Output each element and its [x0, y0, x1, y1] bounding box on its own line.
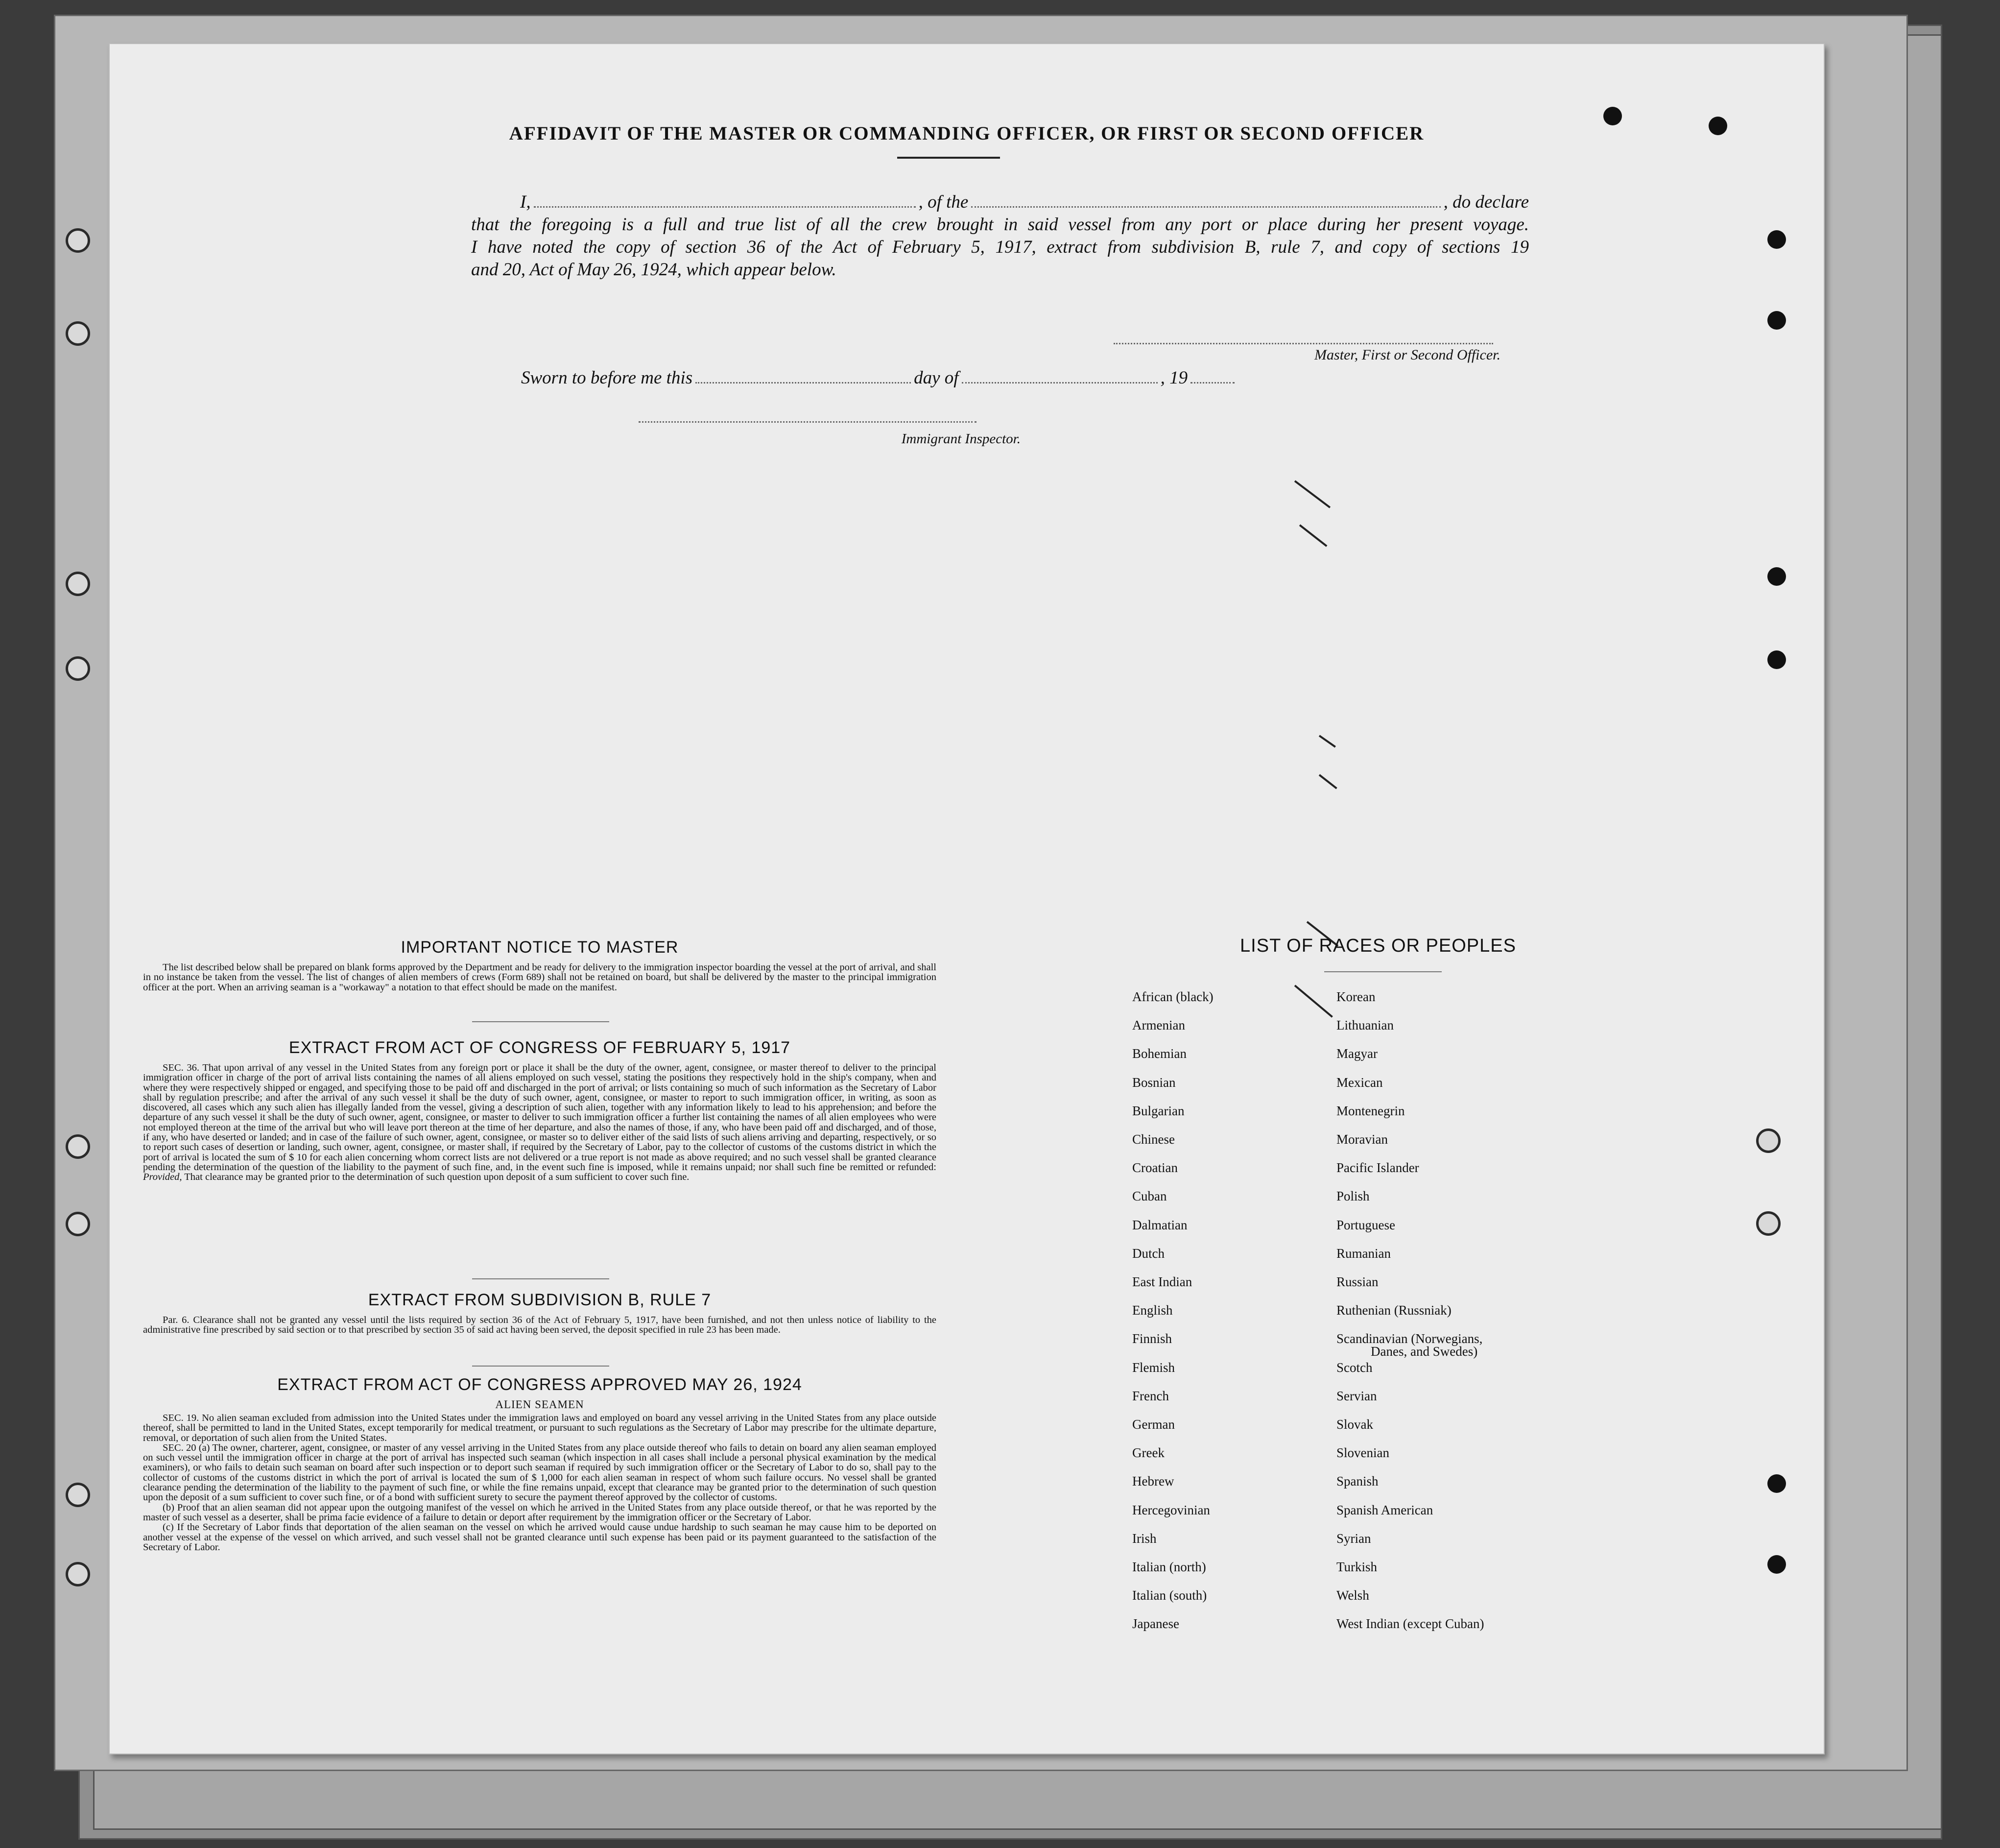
race-item: Japanese: [1132, 1616, 1179, 1632]
race-item: Italian (south): [1132, 1588, 1207, 1603]
affidavit-title: AFFIDAVIT OF THE MASTER OR COMMANDING OFFICER, OR FIRST OR SECOND OFFICER: [509, 123, 1425, 144]
sec36-paragraph: [143, 1063, 936, 1182]
sec19-paragraph: SEC. 19. No alien seaman excluded from admission into the United States under the immigration laws and employed on board any vessel arriving in the United States from any place outside thereof, shall be permitted to land in the United States, except temporarily for medical treatment, or pursuant to such regulations as the Secretary of Labor may prescribe for the ultimate departure, removal, or deportation of such alien from the United States.: [143, 1413, 936, 1443]
affidavit-line-4: and 20, Act of May 26, 1924, which appear below.: [471, 260, 836, 280]
race-item: Portuguese: [1336, 1217, 1395, 1232]
alien-seamen-subheading: ALIEN SEAMEN: [495, 1398, 584, 1411]
affidavit-body: [471, 191, 1529, 281]
race-item: Slovenian: [1336, 1445, 1389, 1461]
inspector-label: Immigrant Inspector.: [901, 431, 1021, 447]
extract-1917-heading: EXTRACT FROM ACT OF CONGRESS OF FEBRUARY 5, 1917: [288, 1038, 791, 1057]
punch-hole: [1756, 1211, 1781, 1236]
race-item: Italian (north): [1132, 1560, 1206, 1574]
binder-hole: [66, 656, 90, 681]
binder-hole: [66, 572, 90, 596]
race-item: Bosnian: [1132, 1075, 1176, 1090]
subdivision-b-text: [143, 1315, 936, 1335]
race-item: Rumanian: [1336, 1246, 1391, 1261]
sworn-label: Sworn to before me this: [521, 368, 693, 388]
race-item: Syrian: [1336, 1531, 1371, 1546]
sworn-day-field[interactable]: [695, 367, 911, 384]
sec20c-paragraph: (c) If the Secretary of Labor finds that deportation of the alien seaman on the vessel on which he arrived would cause undue hardship to such seaman he may cause him to be deported on another vessel at the expense of the vessel on which arrived, and such vessel shall not be granted clearance until such expense has been paid or its payment guaranteed to the satisfaction of the Secretary of Labor.: [143, 1522, 936, 1553]
race-item: Danes, and Swedes): [1371, 1344, 1478, 1359]
sec20b-paragraph: (b) Proof that an alien seaman did not appear upon the outgoing manifest of the vessel on which he arrived in the United States from any place outside thereof, or that he was reported by the master of such vessel as a deserter, shall be prima facie evidence of a failure to detain or deport after requirement by the immigration officer or the Secretary of Labor.: [143, 1502, 936, 1523]
race-item: English: [1132, 1303, 1173, 1318]
race-item: Dalmatian: [1132, 1217, 1188, 1232]
separator: [472, 1278, 609, 1279]
races-left-column: [1132, 989, 1318, 1685]
race-item: Ruthenian (Russniak): [1336, 1303, 1452, 1318]
race-item: Korean: [1336, 989, 1376, 1004]
binder-hole: [66, 1483, 90, 1507]
affidavit-line-2: that the foregoing is a full and true list of all the crew brought in said vessel from any port or place during her present voyage.: [471, 215, 1529, 235]
pencil-mark: [1319, 735, 1336, 747]
separator: [472, 1366, 609, 1367]
of-the-label: , of the: [918, 192, 969, 212]
race-item: Irish: [1132, 1531, 1157, 1546]
pencil-mark: [1319, 774, 1337, 789]
punch-hole: [1767, 650, 1786, 669]
race-item: Servian: [1336, 1388, 1377, 1403]
race-item: Hebrew: [1132, 1474, 1174, 1489]
race-item: Lithuanian: [1336, 1018, 1394, 1033]
affidavit-line-3: I have noted the copy of section 36 of the Act of February 5, 1917, extract from subdivision B, rule 7, and copy of sections 19: [471, 237, 1529, 257]
binder-hole: [66, 321, 90, 346]
race-item: Cuban: [1132, 1189, 1167, 1204]
sworn-year-field[interactable]: [1190, 367, 1235, 384]
punch-hole: [1756, 1128, 1781, 1153]
extract-1924-text: [143, 1413, 936, 1552]
subdivision-b-heading: EXTRACT FROM SUBDIVISION B, RULE 7: [368, 1291, 712, 1309]
day-of-label: day of: [914, 368, 959, 388]
race-item: Dutch: [1132, 1246, 1165, 1261]
races-right-column: [1336, 989, 1591, 1685]
punch-hole: [1767, 230, 1786, 249]
binder-hole: [66, 228, 90, 253]
race-item: Russian: [1336, 1274, 1379, 1289]
extract-1924-heading: EXTRACT FROM ACT OF CONGRESS APPROVED MAY 26, 1924: [277, 1375, 802, 1394]
races-heading: LIST OF RACES OR PEOPLES: [1240, 936, 1516, 956]
race-item: Slovak: [1336, 1417, 1374, 1432]
notice-paragraph: The list described below shall be prepared on blank forms approved by the Department and be ready for delivery to the immigration inspector boarding the vessel at the port of arrival, and shall in no instance be taken from the vessel. The list of changes of alien members of crews (Form 689) shall not be retained on board, but shall be delivered by the master to the principal immigration officer at the port. When an arriving seaman is a "workaway" a notation to that effect should be made on the manifest.: [143, 962, 936, 993]
race-item: Mexican: [1336, 1075, 1383, 1090]
race-item: Scandinavian (Norwegians,: [1336, 1331, 1483, 1346]
signature-label: Master, First or Second Officer.: [1314, 347, 1500, 363]
sec36-text: SEC. 36. That upon arrival of any vessel in the United States from any foreign port or place it shall be the duty of the owner, agent, consignee, or master thereof to deliver to the principal immigration officer in charge of the port of arrival lists containing the names of all aliens employed on such vessel, stating the positions they respectively hold in the ship's company, when and where they were respectively shipped or engaged, and specifying those to be paid off and discharged in the port of arrival; or lists containing so much of such information as the Secretary of Labor shall by regulation prescribe; and after the arrival of any such vessel it shall be the duty of such owner, agent, consignee, or master to report to such immigration officer, in writing, as soon as discovered, all cases which any such alien has illegally landed from the vessel, giving a description of such alien, together with any information likely to lead to his apprehension; and before the departure of any such vessel it shall be the duty of such owner, agent, consignee, or master to deliver to such immigration officer a further list containing the names of all alien employees who were not employed thereon at the time of the arrival but who will leave port thereon at the time of her departure, and also the names of those, if any, who have been paid off and discharged, and of those, if any, who have deserted or landed; and in case of the failure of such owner, agent, consignee, or master so to deliver either of the said lists of such aliens arriving and departing, respectively, or so to report such cases of desertion or landing, such owner, agent, consignee, or master shall, if required by the Secretary of Labor, pay to the collector of customs of the customs district in which the port of arrival is located the sum of $ 10 for each alien concerning whom correct lists are not delivered or a true report is not made as above required; and no such vessel shall be granted clearance pending the determination of the question of the liability to the payment of such fine, and, in the event such fine is imposed, while it remains unpaid; nor shall such fine be remitted or refunded:: [143, 1062, 936, 1173]
year-label: , 19: [1160, 368, 1188, 388]
race-item: West Indian (except Cuban): [1336, 1616, 1484, 1632]
par6-paragraph: Par. 6. Clearance shall not be granted any vessel until the lists required by section 36 of the Act of February 5, 1917, have been furnished, and not then unless notice of liability to the administrative fine prescribed by said section or to that prescribed by section 35 of said act having been served, the deposit specified in rule 23 has been made.: [143, 1315, 936, 1336]
separator: [472, 1021, 609, 1022]
master-name-field[interactable]: [534, 192, 916, 208]
race-item: Montenegrin: [1336, 1103, 1405, 1118]
punch-hole: [1767, 567, 1786, 586]
pencil-mark: [1294, 480, 1331, 508]
extract-1917-text: [143, 1063, 936, 1182]
race-item: Moravian: [1336, 1132, 1388, 1147]
race-item: German: [1132, 1417, 1175, 1432]
sworn-line: [521, 367, 1354, 388]
race-item: French: [1132, 1388, 1169, 1403]
races-rule: [1324, 971, 1442, 972]
notice-heading: IMPORTANT NOTICE TO MASTER: [401, 938, 679, 957]
race-item: Chinese: [1132, 1132, 1175, 1147]
binder-hole: [66, 1212, 90, 1236]
race-item: African (black): [1132, 989, 1214, 1004]
race-item: Bulgarian: [1132, 1103, 1185, 1118]
do-declare-label: , do declare: [1443, 192, 1529, 212]
race-item: Hercegovinian: [1132, 1502, 1210, 1517]
race-item: Finnish: [1132, 1331, 1172, 1346]
race-item: Welsh: [1336, 1588, 1369, 1603]
pencil-mark: [1299, 524, 1328, 547]
sec20a-paragraph: SEC. 20 (a) The owner, charterer, agent, consignee, or master of any vessel arriving in the United States from any place outside thereof who fails to detain on board any alien seaman employed on such vessel until the immigration officer in charge at the port of arrival has inspected such seaman (which inspection in all cases shall include a personal physical examination by the medical examiners), or who fails to detain such seaman on board after such inspection or to deport such seaman if required by such immigration officer or the Secretary of Labor to do so, shall pay to the collector of customs of the customs district in which the port of arrival is located the sum of $ 1,000 for each alien seaman in respect of whom such failure occurs. No vessel shall be granted clearance pending the determination of the liability to the payment of such fine, or while the fine remains unpaid, except that clearance may be granted prior to the determination of such question upon the deposit of a sum sufficient to cover such fine, or of a bond with sufficient surety to secure the payment thereof approved by the collector of customs.: [143, 1442, 936, 1503]
punch-hole: [1767, 1555, 1786, 1574]
race-item: Armenian: [1132, 1018, 1185, 1033]
race-item: Croatian: [1132, 1160, 1178, 1176]
race-item: Turkish: [1336, 1560, 1378, 1574]
race-item: Scotch: [1336, 1360, 1373, 1375]
inspector-signature-field[interactable]: [639, 421, 976, 423]
race-item: Magyar: [1336, 1046, 1378, 1061]
punch-hole: [1767, 311, 1786, 330]
provided-text: Provided,: [143, 1172, 182, 1183]
binder-hole: [66, 1134, 90, 1159]
form-page: [109, 43, 1825, 1754]
sec36-text-end: That clearance may be granted prior to the determination of such question upon deposit of a sum sufficient to cover such fine.: [184, 1172, 690, 1183]
notice-text: [143, 962, 936, 992]
race-item: Pacific Islander: [1336, 1160, 1419, 1176]
punch-hole: [1767, 1474, 1786, 1493]
race-item: Bohemian: [1132, 1046, 1187, 1061]
race-item: Spanish American: [1336, 1502, 1433, 1517]
vessel-name-field[interactable]: [971, 192, 1440, 208]
race-item: Polish: [1336, 1189, 1370, 1204]
race-item: East Indian: [1132, 1274, 1192, 1289]
race-item: Spanish: [1336, 1474, 1379, 1489]
sworn-month-field[interactable]: [962, 367, 1158, 384]
binder-hole: [66, 1562, 90, 1586]
i-label: I,: [520, 192, 531, 212]
race-item: Flemish: [1132, 1360, 1175, 1375]
title-rule: [897, 157, 1000, 159]
race-item: Greek: [1132, 1445, 1165, 1461]
master-signature-field[interactable]: [1114, 343, 1493, 344]
